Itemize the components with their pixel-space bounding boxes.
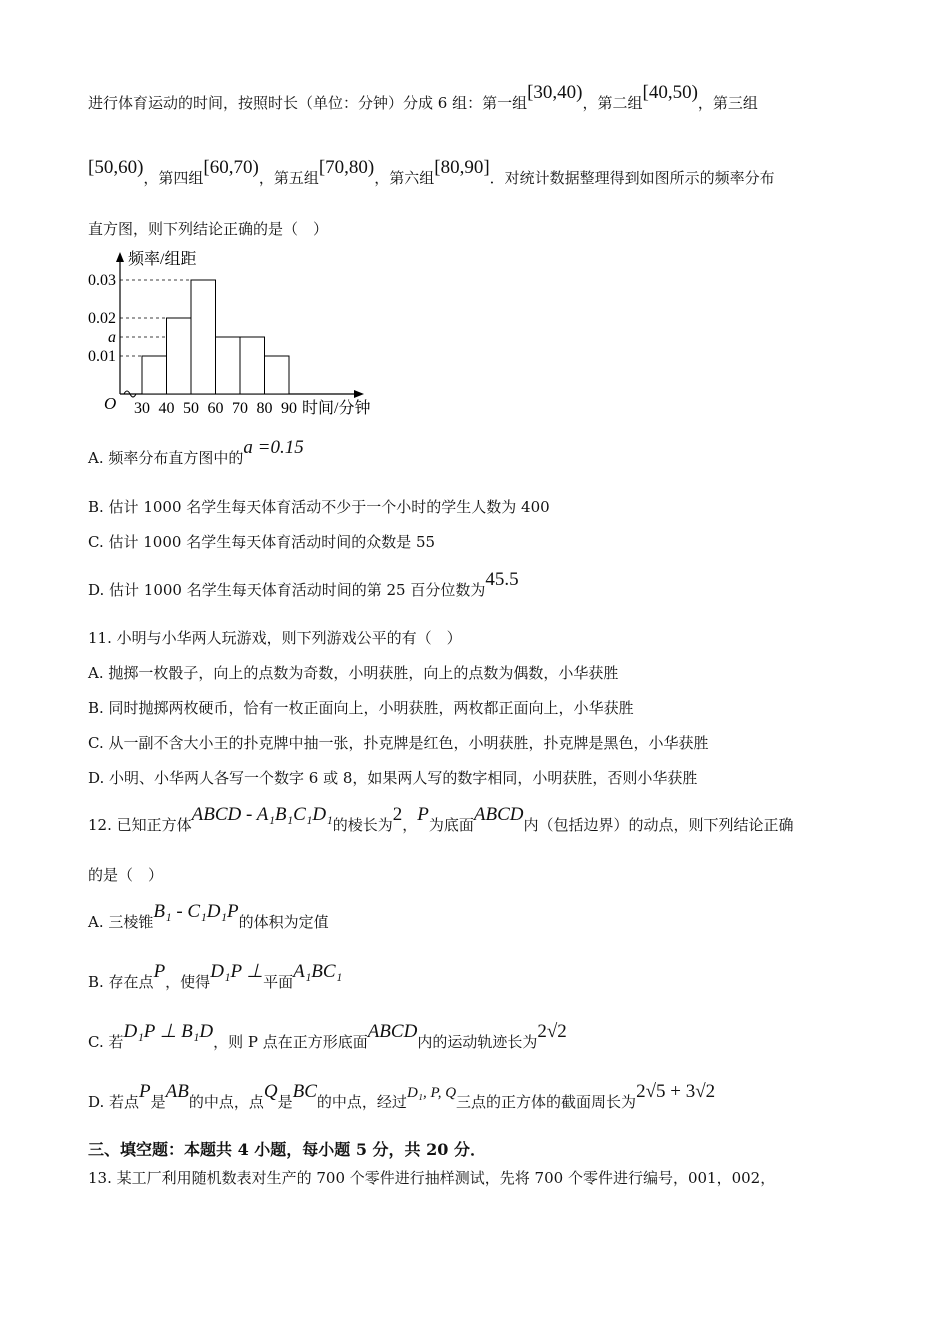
q11-option-b: B. 同时抛掷两枚硬币，恰有一枚正面向上，小明获胜，两枚都正面向上，小华获胜 [88,699,634,717]
intro-sep: ，第五组 [258,169,319,187]
intro-sep: ，第四组 [143,169,204,187]
x-tick-label: 30 [134,400,150,417]
q11-option-c: C. 从一副不含大小王的扑克牌中抽一张，扑克牌是红色，小明获胜，扑克牌是黑色，小华获胜 [88,734,709,752]
histogram-bar [191,280,216,394]
math-expr: ABCD [473,804,524,825]
option-text: ，则 P 点在正方形底面 [213,1033,368,1051]
x-tick-label: 70 [232,400,248,417]
stem-text: 12. 已知正方体 [88,816,192,834]
math-expr: 2√5 + 3√2 [636,1081,716,1102]
math-expr: Q [263,1081,278,1102]
option-text: 的中点，点 [188,1093,264,1111]
q11-option-a: A. 抛掷一枚骰子，向上的点数为奇数，小明获胜，向上的点数为偶数，小华获胜 [88,664,619,682]
intro-sep: ，第二组 [582,94,643,112]
option-text: 三点的正方体的截面周长为 [456,1093,637,1111]
math-expr: AB [165,1081,189,1102]
intro-line-3: 直方图，则下列结论正确的是（ ） [88,220,329,238]
math-expr: a =0.15 [243,437,304,458]
intro-line-1 [88,82,758,113]
group-4-interval: [60,70) [203,157,259,178]
x-tick-label: 50 [183,400,199,417]
q12-option-d [88,1081,716,1113]
group-1-interval: [30,40) [527,82,583,103]
option-text: 的中点，经过 [316,1093,407,1111]
option-text: A. 频率分布直方图中的 [88,449,244,467]
stem-text: 的棱长为 [332,816,393,834]
option-text: D. 估计 1000 名学生每天体育活动时间的第 25 百分位数为 [88,581,486,599]
y-axis-label: 频率/组距 [128,251,197,268]
option-text: 的体积为定值 [238,913,329,931]
math-expr: B₁ - C₁D₁P [153,901,239,922]
math-expr: D₁P ⊥ B₁D [123,1021,214,1042]
section-heading: 三、填空题：本题共 4 小题，每小题 5 分，共 20 分． [88,1140,486,1159]
y-tick-label: 0.02 [88,310,116,327]
q12-stem-2: 的是（ ） [88,866,164,884]
intro-text: ．对统计数据整理得到如图所示的频率分布 [489,169,775,187]
option-text: 是 [150,1093,166,1111]
stem-text: 为底面 [428,816,474,834]
option-text: D. 若点 [88,1093,140,1111]
q10-option-d [88,569,519,600]
math-expr: 2√2 [537,1021,567,1042]
math-expr: P [153,961,166,982]
q12-option-b [88,961,343,992]
option-text: 是 [277,1093,293,1111]
group-6-interval: [80,90] [434,157,490,178]
q11-stem: 11. 小明与小华两人玩游戏，则下列游戏公平的有（ ） [88,629,462,647]
intro-sep: ，第三组 [697,94,758,112]
histogram-bar [142,356,167,394]
math-expr: 45.5 [485,569,519,590]
math-expr: 2 [392,804,403,825]
origin-label: O [104,394,117,413]
q10-option-b: B. 估计 1000 名学生每天体育活动不少于一个小时的学生人数为 400 [88,498,550,516]
intro-sep: ，第六组 [374,169,435,187]
y-tick-label: 0.03 [88,272,116,289]
q12-option-a [88,901,329,932]
x-tick-label: 40 [158,400,175,417]
math-expr: A₁BC₁ [293,961,343,982]
q13-stem: 13. 某工厂利用随机数表对生产的 700 个零件进行抽样测试，先将 700 个零件进行编号，001，002， [88,1169,776,1187]
histogram-bar [216,337,241,394]
q10-option-a [88,437,304,468]
y-axis-arrow [116,252,124,262]
math-expr: ABCD - A₁B₁C₁D₁ [191,804,333,825]
histogram-chart [80,244,400,424]
x-axis-label: 时间/分钟 [302,400,371,417]
intro-text: 进行体育运动的时间，按照时长（单位：分钟）分成 6 组：第一组 [88,94,528,112]
intro-line-2 [88,157,775,188]
chart-layer [88,250,370,417]
math-expr: P [139,1081,151,1102]
math-expr: D₁P ⊥ [210,961,264,982]
group-3-interval: [50,60) [88,157,144,178]
x-tick-label: 80 [256,400,273,417]
option-text: ，使得 [165,973,211,991]
y-tick-label: a [108,329,116,346]
group-2-interval: [40,50) [642,82,698,103]
option-text: 内的运动轨迹长为 [417,1033,538,1051]
q12-stem [88,804,794,835]
x-tick-label: 90 [281,400,297,417]
histogram-bar [240,337,265,394]
x-tick-label: 60 [207,400,224,417]
option-text: C. 若 [88,1033,124,1051]
y-tick-label: 0.01 [88,348,116,365]
math-expr: D₁, P, Q [406,1085,457,1101]
q10-option-c: C. 估计 1000 名学生每天体育活动时间的众数是 55 [88,533,436,551]
histogram-bar [167,318,192,394]
x-axis-arrow [354,390,364,398]
math-expr: P [417,804,429,825]
option-text: 平面 [263,973,294,991]
histogram-bar [265,356,290,394]
option-text: A. 三棱锥 [88,913,154,931]
math-expr: ABCD [367,1021,418,1042]
group-5-interval: [70,80) [318,157,375,178]
q11-option-d: D. 小明、小华两人各写一个数字 6 或 8，如果两人写的数字相同，小明获胜，否则小华获胜 [88,769,698,787]
option-text: B. 存在点 [88,973,154,991]
q12-option-c [88,1021,567,1052]
stem-text: 内（包括边界）的动点，则下列结论正确 [523,816,794,834]
math-expr: BC [292,1081,317,1102]
stem-text: ， [402,816,418,834]
